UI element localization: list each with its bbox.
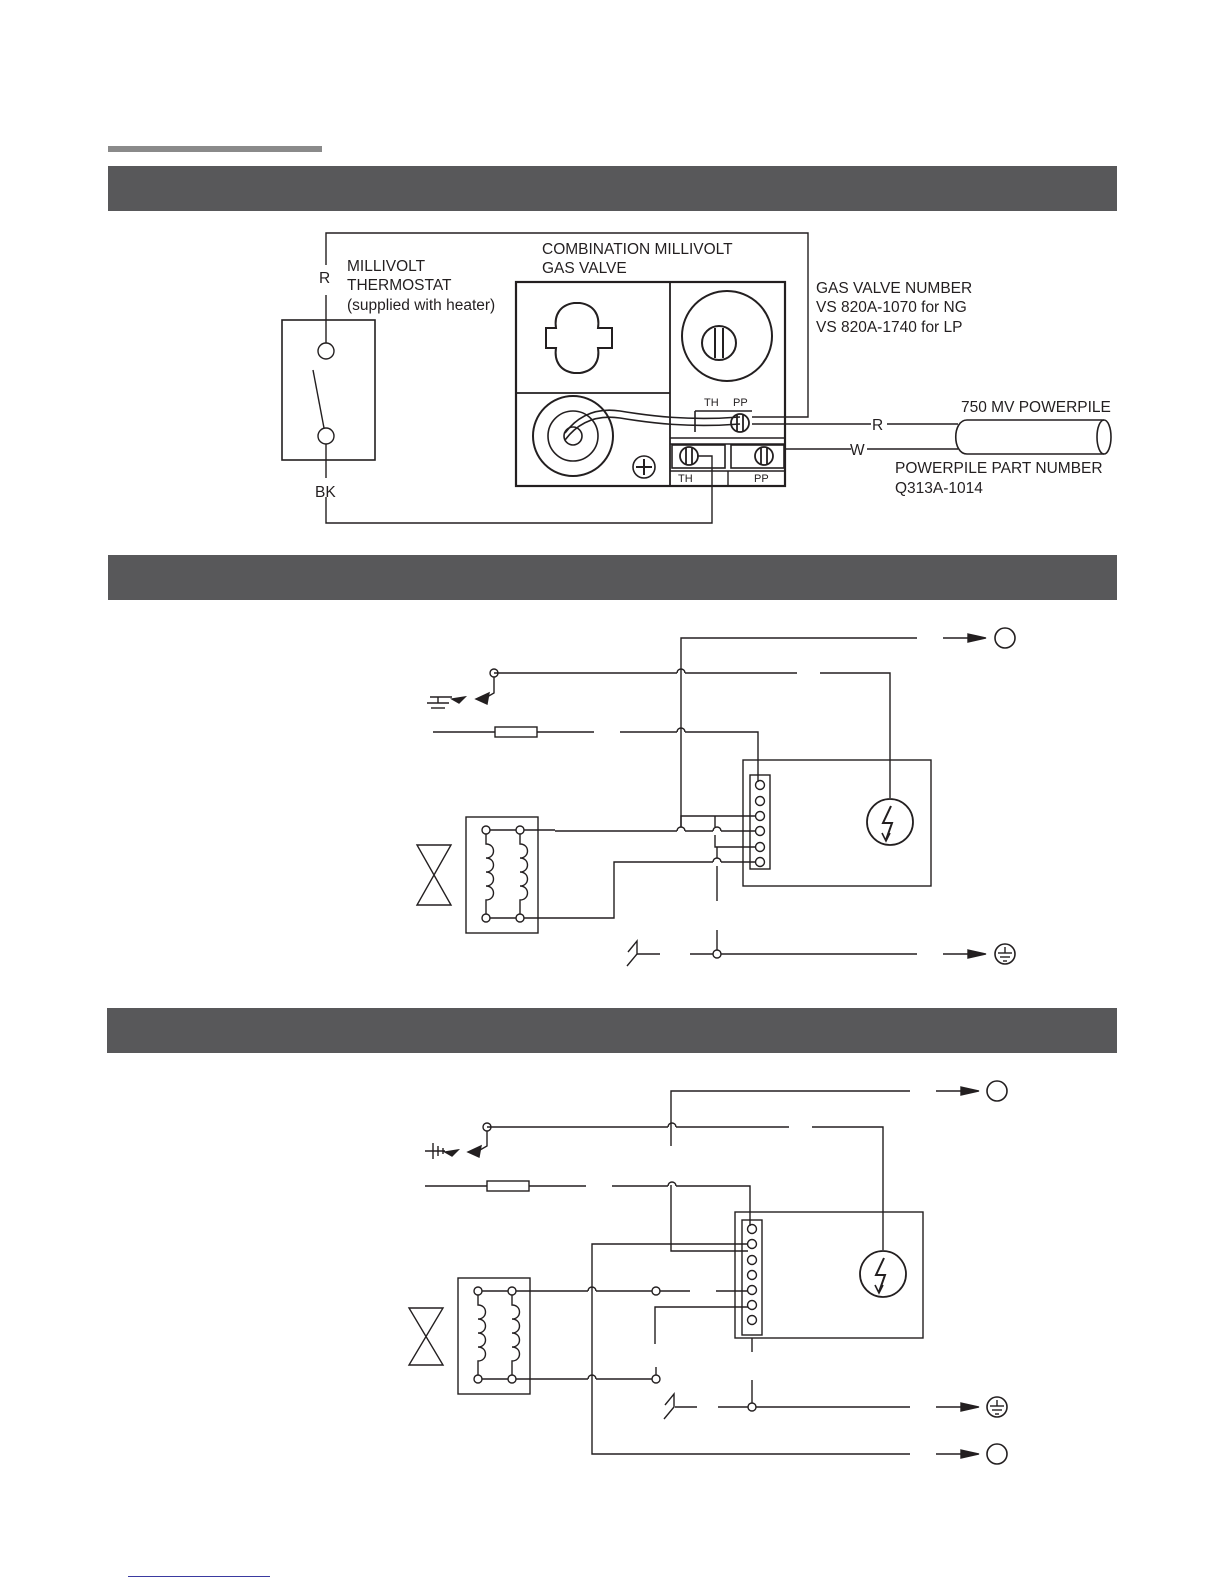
millivolt-wiring-diagram <box>282 233 1111 523</box>
wire-r-label: R <box>319 270 331 287</box>
powerpile-part-label-1: POWERPILE PART NUMBER <box>895 460 1103 477</box>
valve-number-label-2: VS 820A-1070 for NG <box>816 299 967 316</box>
powerpile-wire-r-label: R <box>872 417 884 434</box>
powerpile-wire-w-label: W <box>850 442 865 459</box>
valve-label-1: COMBINATION MILLIVOLT <box>542 241 733 258</box>
control-module-2 <box>735 1212 923 1338</box>
terminal-pp <box>731 445 784 468</box>
wire-top-2 <box>671 1091 910 1138</box>
valve-coil-2 <box>458 1278 530 1394</box>
thermostat-label-2: THERMOSTAT <box>347 277 452 294</box>
thermostat-box <box>282 320 375 460</box>
ignition-wiring-diagram-2 <box>409 1081 1007 1464</box>
arrow-ground <box>968 950 986 958</box>
terminal-screw-pp <box>755 447 773 465</box>
thermostat-label-1: MILLIVOLT <box>347 258 426 275</box>
connector-top-2 <box>987 1081 1007 1101</box>
regulator-dial <box>682 291 772 381</box>
connector-bottom-2 <box>987 1444 1007 1464</box>
connector-top <box>995 628 1015 648</box>
terminal-strip-2 <box>742 1220 762 1335</box>
terminal-th-label-lower: TH <box>678 473 693 485</box>
valve-number-label-1: GAS VALVE NUMBER <box>816 280 973 297</box>
powerpile <box>956 420 1104 454</box>
thermostat-terminal-bottom <box>318 428 334 444</box>
terminal-pp-label-lower: PP <box>754 473 769 485</box>
ignition-wiring-diagram-1 <box>417 628 1015 966</box>
wire-bk-label: BK <box>315 484 336 501</box>
terminal-th-label-upper: TH <box>704 397 719 409</box>
wire-bk <box>326 456 712 523</box>
valve-label-2: GAS VALVE <box>542 260 627 277</box>
terminal-screw-upper <box>731 414 749 432</box>
valve-coil <box>466 817 538 933</box>
fuse <box>495 727 537 737</box>
thermostat-label-3: (supplied with heater) <box>347 297 496 314</box>
powerpile-part-label-2: Q313A-1014 <box>895 480 983 497</box>
arrow-top <box>968 634 986 642</box>
wire-spark <box>820 673 890 798</box>
thermostat-switch <box>313 370 324 428</box>
gas-valve-knob <box>546 303 612 373</box>
thermocouple-tube <box>565 417 740 440</box>
terminal-pp-label-upper: PP <box>733 397 748 409</box>
control-module <box>743 760 931 886</box>
fuse-2 <box>487 1181 529 1191</box>
valve-number-label-3: VS 820A-1740 for LP <box>816 319 963 336</box>
pilot-assembly <box>533 396 613 476</box>
thermostat-terminal-top <box>318 343 334 359</box>
powerpile-label: 750 MV POWERPILE <box>961 399 1111 416</box>
terminal-screw-th <box>680 447 698 465</box>
valve-symbol-2 <box>409 1308 443 1365</box>
valve-symbol <box>417 845 451 905</box>
